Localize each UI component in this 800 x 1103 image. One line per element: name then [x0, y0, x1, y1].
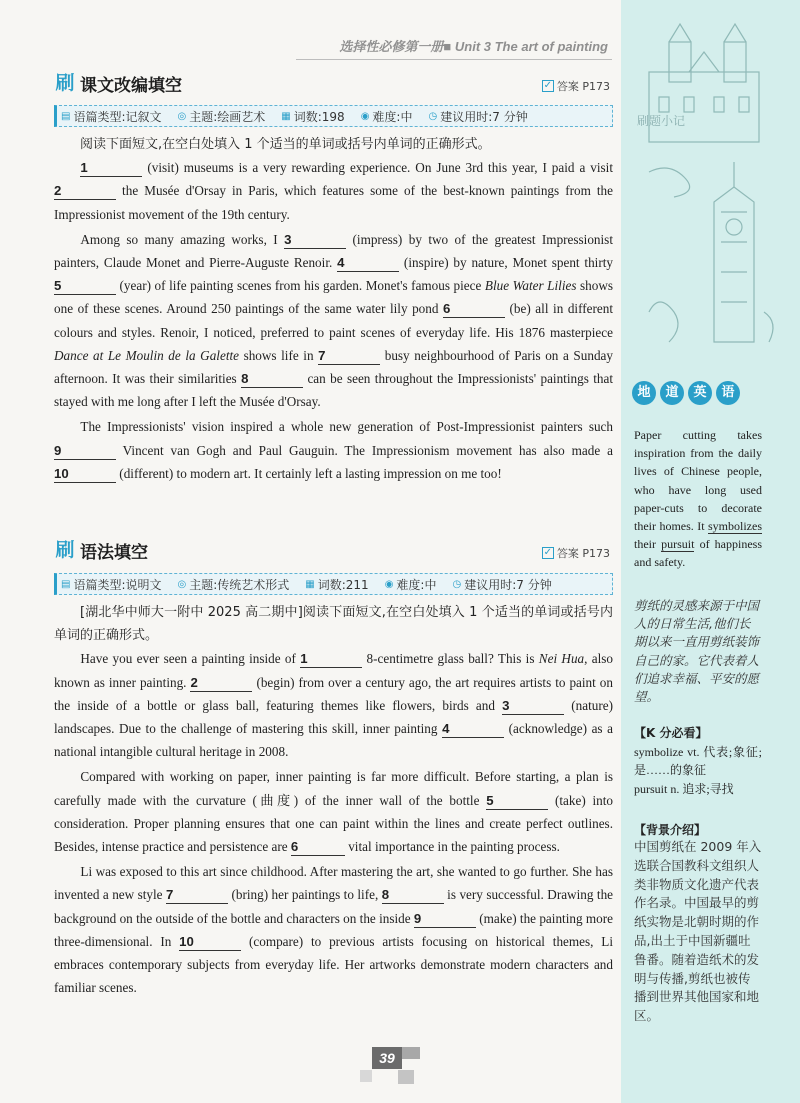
text: (visit) museums is a very rewarding experience. On June 3rd this year, I paid a visit [142, 160, 613, 176]
info-topic [178, 576, 290, 593]
text: Paper cutting takes inspiration from the daily lives of Chinese people, who have long used paper-cuts to decorate their homes. It [634, 428, 762, 534]
text: (be) all in different colours and styles. Renoir, I noticed, preferred to paint scenes of everyday life. His 1876 masterpiece [54, 301, 613, 340]
info-difficulty [385, 576, 437, 593]
text: of happiness and safety. [634, 537, 762, 570]
blank-7[interactable]: 7 [318, 348, 380, 365]
list-icon: ▦ [305, 578, 315, 590]
section-2-passage [54, 601, 613, 999]
blank-10[interactable]: 10 [179, 934, 241, 951]
check-icon: ✓ [543, 547, 553, 558]
text: can be seen throughout the Impressionists' paintings that stayed with me long after I left the Musée d'Orsay. [54, 371, 613, 410]
section-1-title [54, 70, 182, 96]
background-text: 中国剪纸在 2009 年入选联合国教科文组织人类非物质文化遗产代表作名录。中国最早的剪纸实物是北朝时期的作品,出土于中国新疆吐鲁番。随着造纸术的发明与传播,剪纸也被传播到世界其他国家和地区。 [634, 839, 762, 1024]
gauge-icon: ◉ [384, 578, 394, 590]
page-decoration [398, 1070, 414, 1084]
clock-icon: ◷ [428, 110, 438, 122]
background-heading: 【背景介绍】 [634, 823, 707, 837]
page-decoration [402, 1047, 420, 1059]
sketch-label: 刷题小记 [637, 114, 686, 128]
blank-4[interactable]: 4 [442, 721, 504, 738]
section-1-answer [542, 78, 610, 94]
sidebar-title-char: 地 [632, 381, 656, 405]
section-1-name: 课文改编填空 [80, 75, 182, 96]
info-type-text: 语篇类型:说明文 [73, 577, 162, 592]
section-1-instruction [54, 133, 613, 156]
info-topic-text: 主题:传统艺术形式 [189, 577, 290, 592]
title-italic: Nei Hua [538, 651, 585, 667]
text: is very successful. Drawing the background on the outside of the bottle and characters on the inside [54, 887, 614, 926]
section-1-passage [54, 133, 613, 485]
text: shows one of these scenes. Around 250 paintings of the same water lily pond [54, 278, 613, 317]
section-2-paragraph-2 [54, 765, 613, 858]
blank-4[interactable]: 4 [337, 255, 399, 272]
info-difficulty-text: 难度:中 [372, 109, 413, 124]
vocab-entry-2: pursuit n. 追求;寻找 [634, 782, 734, 796]
castle-sketch-illustration [629, 12, 789, 372]
text: Compared with working on paper, inner painting is far more difficult. Before starting, a plan is carefully made with the curvature (曲度) of the inner wall of the bottle [54, 769, 613, 808]
info-difficulty-text: 难度:中 [396, 577, 437, 592]
blank-2[interactable]: 2 [190, 675, 252, 692]
text: (make) the painting more three-dimensional. In [54, 910, 613, 949]
blank-6[interactable]: 6 [443, 301, 505, 318]
check-icon: ✓ [543, 80, 553, 91]
text: (nature) landscapes. Due to the challenge of mastering this skill, inner painting [54, 697, 613, 737]
text: (bring) her paintings to life, [228, 887, 382, 903]
text: 8-centimetre glass ball? This is [362, 651, 539, 667]
blank-9[interactable]: 9 [54, 443, 116, 460]
text: (compare) to previous artists focusing on historical themes, Li embraces contemporary subjects from everyday life. Her artworks demonstrate modern characters and familiar scenes. [54, 933, 613, 996]
text: (inspire) by nature, Monet spent thirty [399, 255, 613, 271]
blank-8[interactable]: 8 [382, 887, 444, 904]
text: (begin) from over a century ago, the art requires artists to paint on the inside of a bottle or glass ball, featuring themes like flowers, birds and [54, 674, 613, 713]
document-icon: ▤ [61, 578, 71, 590]
underlined-word: symbolizes [708, 519, 762, 534]
info-time [452, 576, 551, 593]
blank-3[interactable]: 3 [284, 232, 346, 249]
page-number: 39 [372, 1047, 402, 1069]
section-2-instruction [54, 601, 613, 647]
section-2-paragraph-1 [54, 647, 613, 763]
info-topic-text: 主题:绘画艺术 [189, 109, 266, 124]
info-time-text: 建议用时:7 分钟 [440, 109, 528, 124]
blank-9[interactable]: 9 [414, 911, 476, 928]
instruction-text: [湖北华中师大一附中 2025 高二期中]阅读下面短文,在空白处填入 1 个适当的单词或括号内单词的正确形式。 [54, 605, 613, 644]
info-words-text: 词数:198 [293, 109, 345, 124]
instruction-text: 阅读下面短文,在空白处填入 1 个适当的单词或括号内单词的正确形式。 [80, 137, 491, 152]
sidebar-english-text [634, 426, 762, 572]
underlined-word: pursuit [661, 537, 695, 552]
section-2-info-bar [54, 573, 613, 595]
section-1-answer-text: 答案 P173 [556, 80, 610, 93]
blank-3[interactable]: 3 [502, 698, 564, 715]
vocab-heading: 【K 分必看】 [634, 726, 708, 740]
header-text: 选择性必修第一册■ Unit 3 The art of painting [339, 39, 608, 54]
running-header [296, 34, 612, 60]
sidebar-title-char: 语 [716, 381, 740, 405]
text: the Musée d'Orsay in Paris, which features some of the best-known paintings from the Impressionist movement of the 19th century. [54, 183, 613, 222]
text: , also known as inner painting. [54, 651, 613, 690]
title-italic: Dance at Le Moulin de la Galette [54, 347, 239, 363]
info-topic [178, 108, 266, 125]
section-2-paragraph-3 [54, 860, 613, 999]
info-difficulty [361, 108, 413, 125]
text: Vincent van Gogh and Paul Gauguin. The Impressionism movement has also made a [116, 442, 613, 458]
section-2-answer-text: 答案 P173 [556, 547, 610, 560]
text: busy neighbourhood of Paris on a Sunday afternoon. It was their similarities [54, 347, 613, 387]
section-1-paragraph-2 [54, 228, 613, 414]
section-1-paragraph-3 [54, 415, 613, 485]
page-decoration [360, 1070, 372, 1082]
text: (take) into consideration. Proper planning ensures that one can paint within the lines and create perfect outlines. Besides, intense practice and persistence are [54, 792, 614, 855]
section-1-paragraph-1 [54, 156, 613, 226]
magnifier-icon: ◎ [177, 110, 187, 122]
sidebar-title-char: 道 [660, 381, 684, 405]
text: vital importance in the painting process. [344, 839, 560, 855]
blank-2[interactable]: 2 [54, 183, 116, 200]
text: Have you ever seen a painting inside of [80, 651, 301, 667]
blank-6[interactable]: 6 [291, 839, 345, 856]
blank-8[interactable]: 8 [241, 371, 303, 388]
info-words [281, 108, 344, 125]
text: (impress) by two of the greatest Impressionist painters, Claude Monet and Pierre-Auguste Renoir. [54, 231, 613, 271]
list-icon: ▦ [281, 110, 291, 122]
text: Li was exposed to this art since childhood. After mastering the art, she wanted to go further. She has invented a new style [54, 864, 613, 903]
gauge-icon: ◉ [360, 110, 370, 122]
section-2-answer [542, 545, 610, 561]
text: Among so many amazing works, I [80, 231, 285, 247]
document-icon: ▤ [61, 110, 71, 122]
blank-5[interactable]: 5 [54, 278, 116, 295]
info-time [428, 108, 527, 125]
info-type-text: 语篇类型:记叙文 [73, 109, 162, 124]
brush-icon: 刷 [55, 539, 75, 561]
sidebar-title [632, 381, 740, 405]
vocab-entry-1: symbolize vt. 代表;象征;是……的象征 [634, 745, 762, 778]
section-2-title [54, 537, 148, 563]
text: (different) to modern art. It certainly left a lasting impression on me too! [116, 465, 502, 481]
blank-7[interactable]: 7 [166, 887, 228, 904]
brush-icon: 刷 [55, 72, 75, 94]
text: (acknowledge) as a national intangible cultural heritage in 2008. [54, 721, 613, 760]
info-type [61, 576, 162, 593]
info-words-text: 词数:211 [317, 577, 369, 592]
magnifier-icon: ◎ [177, 578, 187, 590]
info-type [61, 108, 162, 125]
clock-icon: ◷ [452, 578, 462, 590]
text: The Impressionists' vision inspired a whole new generation of Post-Impressionist painters such [80, 419, 613, 435]
text: their [634, 537, 662, 552]
blank-1[interactable]: 1 [80, 160, 142, 177]
blank-1[interactable]: 1 [300, 651, 362, 668]
info-words [305, 576, 368, 593]
sidebar-title-char: 英 [688, 381, 712, 405]
info-time-text: 建议用时:7 分钟 [464, 577, 552, 592]
blank-10[interactable]: 10 [54, 466, 116, 483]
section-1-info-bar [54, 105, 613, 127]
text: shows life in [239, 347, 319, 363]
section-2-name: 语法填空 [80, 542, 148, 563]
title-italic: Blue Water Lilies [484, 278, 577, 294]
sidebar-chinese-translation: 剪纸的灵感来源于中国人的日常生活,他们长期以来一直用剪纸装饰自己的家。它代表着人们追求幸福、平安的愿望。 [634, 598, 760, 705]
text: (year) of life painting scenes from his garden. Monet's famous piece [116, 278, 485, 294]
blank-5[interactable]: 5 [486, 793, 548, 810]
